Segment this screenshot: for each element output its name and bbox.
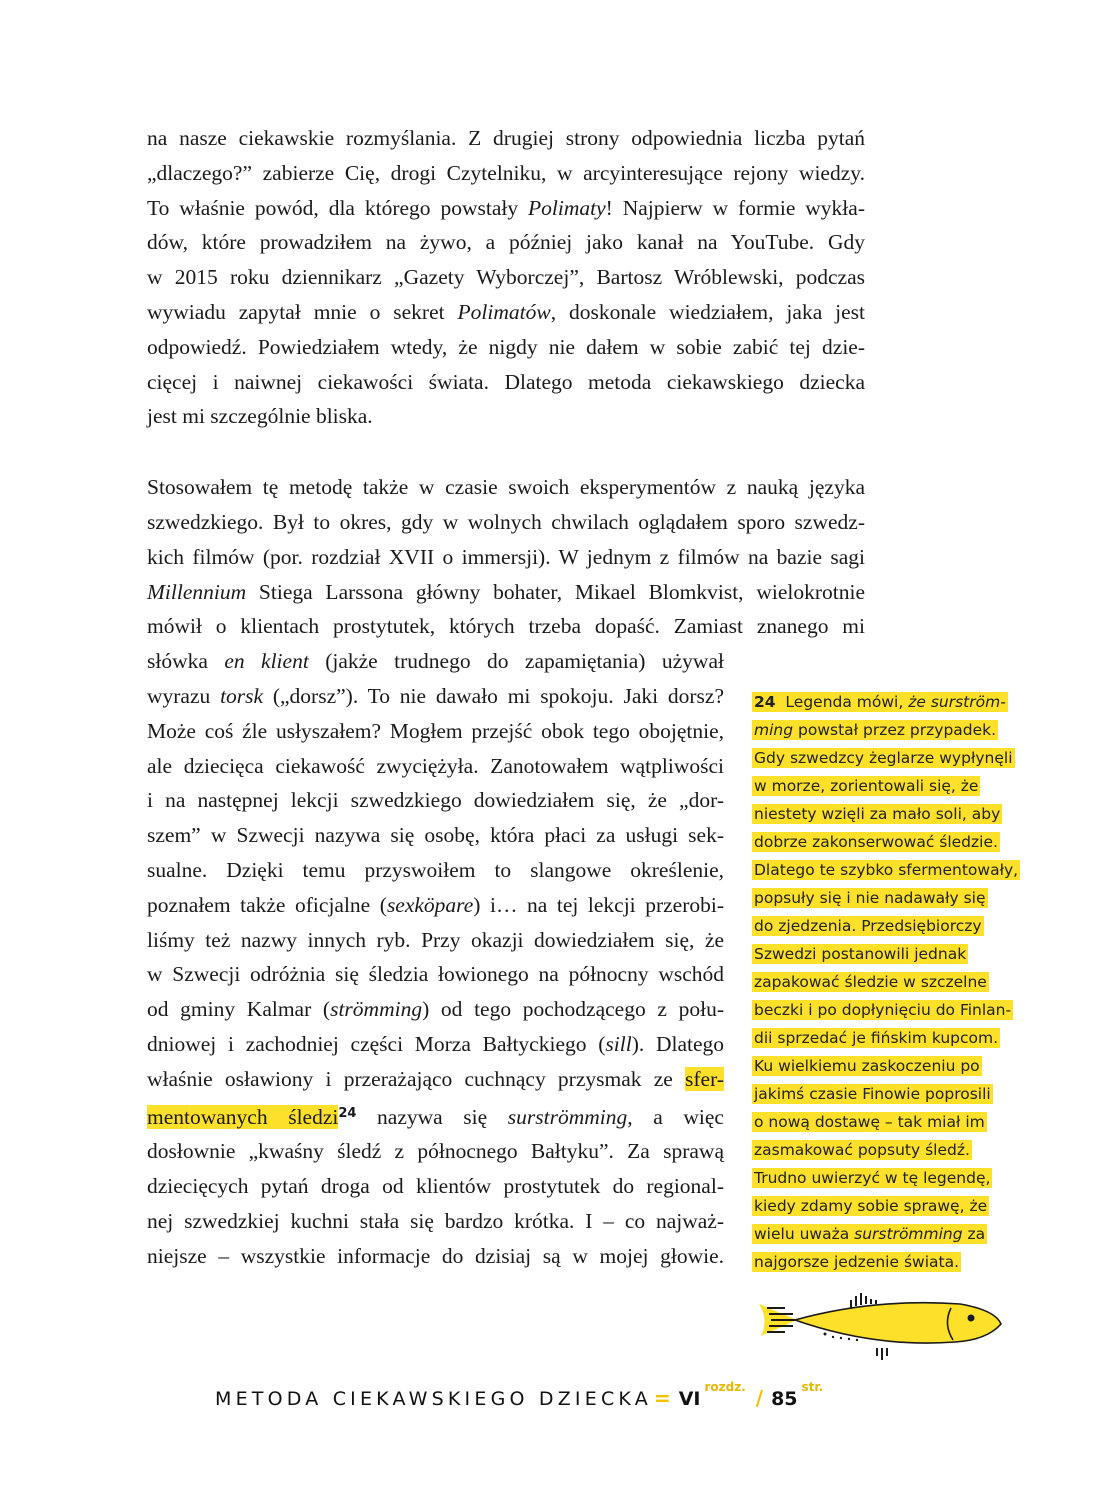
body-text-line: jest mi szczególnie bliska. <box>147 404 373 429</box>
footnote-line: najgorsze jedzenie świata. <box>754 1253 960 1271</box>
footnote-sidebar <box>752 688 1024 1276</box>
body-text-line: ale dziecięca ciekawość zwyciężyła. Zanotowałem wątpliwości <box>147 753 724 778</box>
body-text-line: dów, które prowadziłem na żywo, a później jako kanał na YouTube. Gdy <box>147 230 865 255</box>
body-text-line: mentowanych śledzi$^{24}$ nazywa się surströmming, a więc <box>147 1104 724 1129</box>
body-text-line: dosłownie „kwaśny śledź z północnego Bałtyku”. Za sprawą <box>147 1139 724 1164</box>
body-text-line: nej szwedzkiej kuchni stała się bardzo krótka. I – co najważ- <box>147 1208 724 1233</box>
footnote-line: w morze, zorientowali się, że <box>754 777 979 795</box>
body-text-line: w Szwecji odróżnia się śledzia łowionego na północny wschód <box>147 962 724 987</box>
body-text-line: kich filmów (por. rozdział XVII o immersji). W jednym z filmów na bazie sagi <box>147 544 865 569</box>
footnote-line: dobrze zakonserwować śledzie. <box>754 833 998 851</box>
body-text-line: Stosowałem tę metodę także w czasie swoich eksperymentów z nauką języka <box>147 475 865 500</box>
body-text-line: To właśnie powód, dla którego powstały Polimaty! Najpierw w formie wykła- <box>147 195 865 220</box>
body-text-line: Może coś źle usłyszałem? Mogłem przejść obok tego obojętnie, <box>147 718 724 743</box>
body-text-line: „dlaczego?” zabierze Cię, drogi Czytelniku, w arcyinteresujące rejony wiedzy. <box>147 160 865 185</box>
footnote-line: wielu uważa surströmming za <box>754 1225 986 1243</box>
footnote-line: jakimś czasie Finowie poprosili <box>754 1085 991 1103</box>
body-text-line: wywiadu zapytał mnie o sekret Polimatów, doskonale wiedziałem, jaka jest <box>147 299 865 324</box>
fish-illustration-icon <box>755 1290 1005 1370</box>
body-text-line: niejsze – wszystkie informacje do dzisiaj są w mojej głowie. <box>147 1243 724 1268</box>
footnote-line: popsuły się i nie nadawały się <box>754 889 986 907</box>
footnote-line: kiedy zdamy sobie sprawę, że <box>754 1197 988 1215</box>
body-text-line: sualne. Dzięki temu przyswoiłem to slangowe określenie, <box>147 857 724 882</box>
footnote-line: 24 Legenda mówi, że surström- <box>754 693 1006 711</box>
footer-page-label: str. <box>801 1380 824 1394</box>
body-text-line: odpowiedź. Powiedziałem wtedy, że nigdy nie dałem w sobie zabić tej dzie- <box>147 334 865 359</box>
body-text-line: właśnie osławiony i przerażająco cuchnący przysmak ze sfer- <box>147 1066 724 1091</box>
body-text-line: dniowej i zachodniej części Morza Bałtyckiego (sill). Dlatego <box>147 1031 725 1056</box>
body-text-line: słówka en klient (jakże trudnego do zapamiętania) używał <box>147 649 724 674</box>
body-text-line: szwedzkiego. Był to okres, gdy w wolnych chwilach oglądałem sporo szwedz- <box>147 509 865 534</box>
body-text-line: liśmy też nazwy innych ryb. Przy okazji dowiedziałem się, że <box>147 927 724 952</box>
footer-equals: = <box>653 1386 671 1410</box>
footnote-line: dii sprzedać je fińskim kupcom. <box>754 1029 999 1047</box>
body-text-line: poznałem także oficjalne (sexköpare) i… na tej lekcji przerobi- <box>147 892 724 917</box>
footnote-line: Trudno uwierzyć w tę legendę, <box>754 1169 991 1187</box>
footnote-line: beczki i po dopłynięciu do Finlan- <box>754 1001 1012 1019</box>
body-text-line: mówił o klientach prostytutek, których trzeba dopaść. Zamiast znanego mi <box>147 614 865 639</box>
footnote-line: zapakować śledzie w szczelne <box>754 973 987 991</box>
body-text-line: na nasze ciekawskie rozmyślania. Z drugiej strony odpowiednia liczba pytań <box>147 126 865 150</box>
footnote-line: ming powstał przez przypadek. <box>754 721 997 739</box>
paragraph-gap <box>147 434 865 470</box>
footer-page-number: 85 <box>771 1388 798 1410</box>
footnote-line: niestety wzięli za mało soli, aby <box>754 805 1001 823</box>
body-text-line: i na następnej lekcji szwedzkiego dowiedziałem się, że „dor- <box>147 788 724 813</box>
footnote-line: Gdy szwedzcy żeglarze wypłynęli <box>754 749 1013 767</box>
footnote-line: do zjedzenia. Przedsiębiorczy <box>754 917 982 935</box>
footnote-line: Ku wielkiemu zaskoczeniu po <box>754 1057 980 1075</box>
footnote-line: o nową dostawę – tak miał im <box>754 1113 985 1131</box>
body-text-line: Millennium Stiega Larssona główny bohater, Mikael Blomkvist, wielokrotnie <box>147 579 865 604</box>
body-text-line: szem” w Szwecji nazywa się osobę, która płaci za usługi sek- <box>147 823 724 848</box>
body-text-line: w 2015 roku dziennikarz „Gazety Wyborczej”, Bartosz Wróblewski, podczas <box>147 265 865 290</box>
footer-book-title: METODA CIEKAWSKIEGO DZIECKA <box>215 1388 652 1410</box>
body-text-line: od gminy Kalmar (strömming) od tego pochodzącego z połu- <box>147 997 724 1022</box>
footnote-line: zasmakować popsuty śledź. <box>754 1141 970 1159</box>
footnote-line: Szwedzi postanowili jednak <box>754 945 967 963</box>
footer-slash: / <box>755 1386 764 1410</box>
page-footer <box>215 1380 875 1420</box>
footnote-line: Dlatego te szybko sfermentowały, <box>754 861 1019 879</box>
footer-chapter-number: VI <box>678 1388 701 1410</box>
footer-chapter-label: rozdz. <box>704 1380 746 1394</box>
body-text-line: cięcej i naiwnej ciekawości świata. Dlatego metoda ciekawskiego dziecka <box>147 369 865 394</box>
body-text-line: dziecięcych pytań droga od klientów prostytutek do regional- <box>147 1174 724 1199</box>
body-text-line: wyrazu torsk („dorsz”). To nie dawało mi spokoju. Jaki dorsz? <box>147 683 724 708</box>
